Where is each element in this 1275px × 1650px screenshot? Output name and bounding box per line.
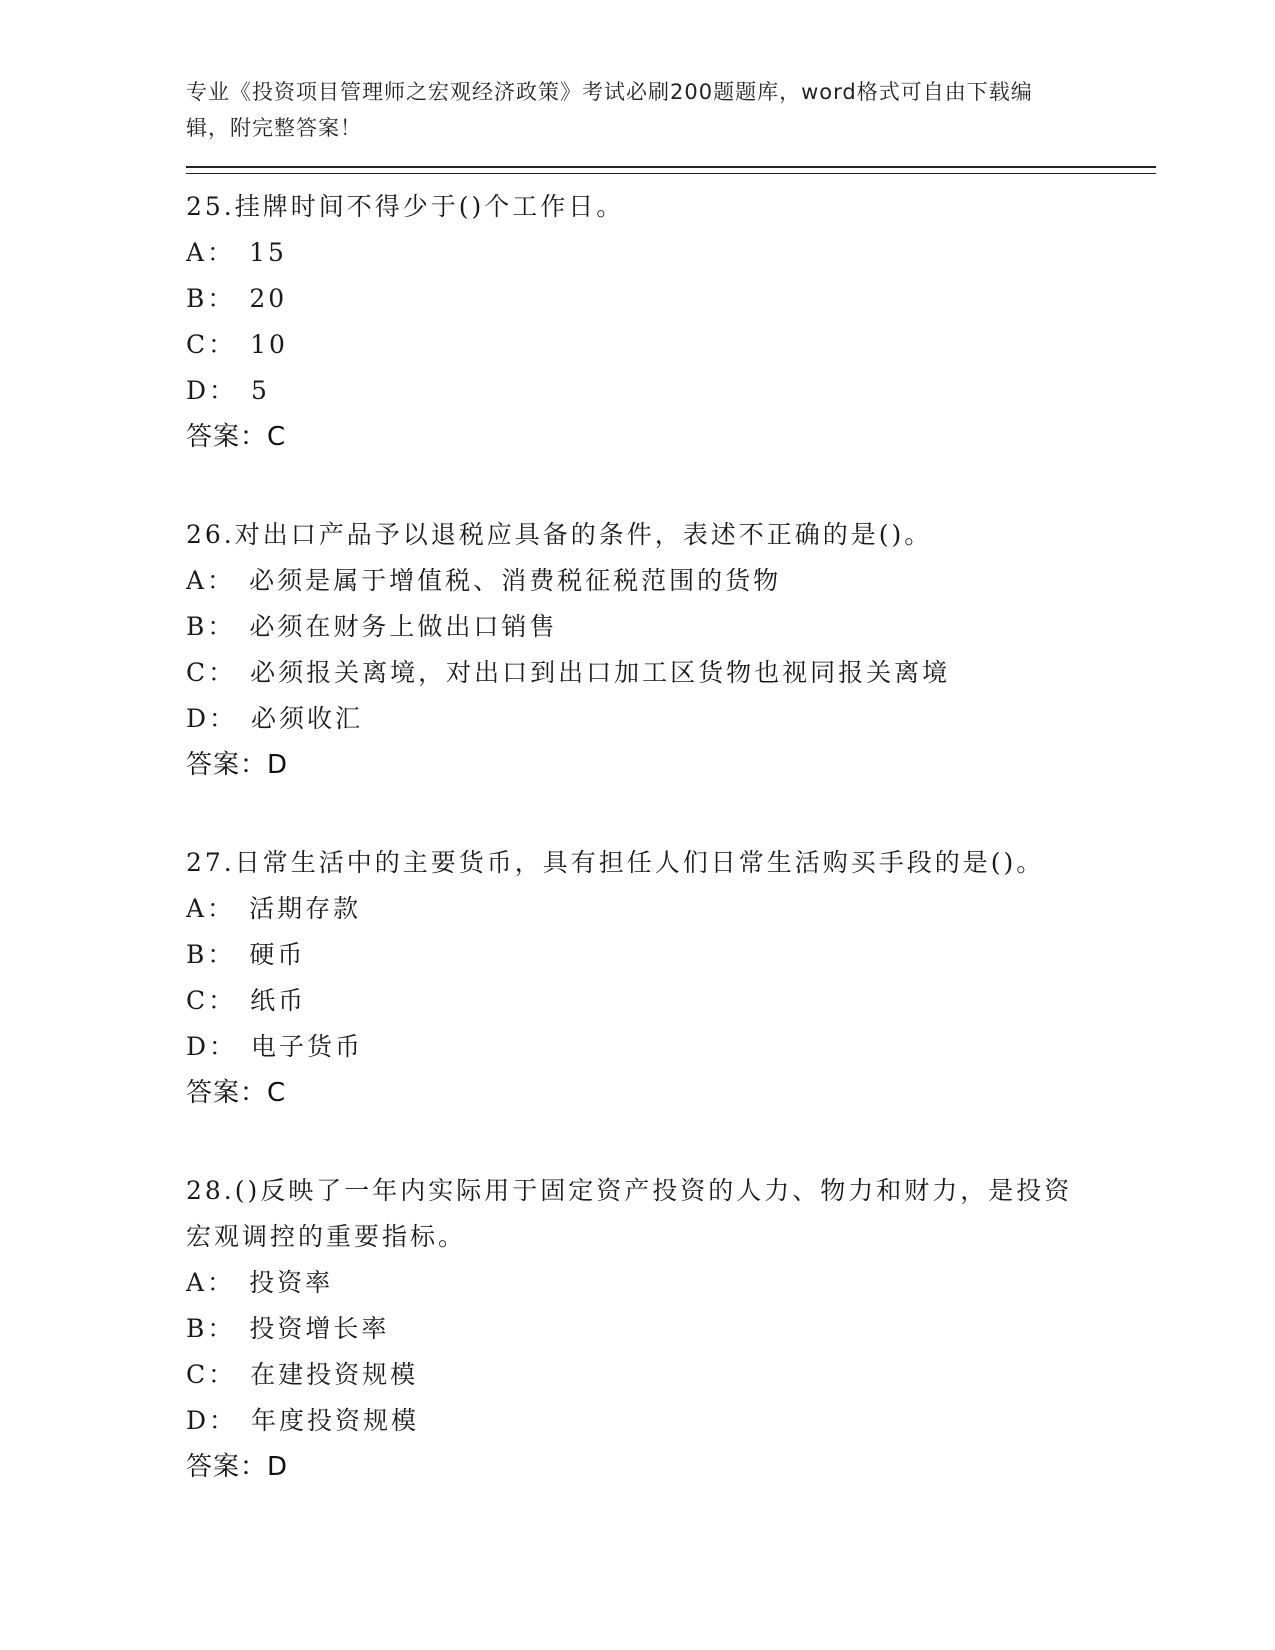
option-text: 10 <box>250 330 288 359</box>
option-text: 年度投资规模 <box>251 1406 420 1435</box>
option-b <box>186 932 1156 978</box>
option-key: D： <box>186 704 238 733</box>
option-d <box>186 696 1156 742</box>
answer-line: 答案：D <box>186 1452 289 1482</box>
option-key: B： <box>186 940 236 969</box>
option-d <box>186 368 1156 414</box>
option-key: A： <box>186 238 236 267</box>
option-text: 投资增长率 <box>249 1314 390 1343</box>
option-text: 活期存款 <box>249 894 362 923</box>
option-b <box>186 1306 1156 1352</box>
option-c <box>186 978 1156 1024</box>
option-c <box>186 322 1156 368</box>
option-key: C： <box>186 658 237 687</box>
document-page <box>186 74 1156 1490</box>
option-d <box>186 1398 1156 1444</box>
answer-line: 答案：C <box>186 422 287 452</box>
option-key: A： <box>186 894 236 923</box>
option-a <box>186 1260 1156 1306</box>
option-key: C： <box>186 1360 237 1389</box>
answer-line: 答案：D <box>186 750 289 780</box>
option-key: D： <box>186 376 238 405</box>
option-key: D： <box>186 1406 238 1435</box>
option-key: A： <box>186 1268 236 1297</box>
option-key: A： <box>186 566 236 595</box>
question-stem: 25.挂牌时间不得少于()个工作日。 <box>186 192 625 221</box>
option-key: B： <box>186 284 236 313</box>
option-text: 必须收汇 <box>251 704 364 733</box>
option-d <box>186 1024 1156 1070</box>
option-text: 投资率 <box>249 1268 334 1297</box>
option-text: 5 <box>251 376 270 405</box>
option-text: 15 <box>249 238 287 267</box>
answer-line: 答案：C <box>186 1078 287 1108</box>
option-key: C： <box>186 330 237 359</box>
option-key: C： <box>186 986 237 1015</box>
question-25 <box>186 184 1156 460</box>
document-header: 专业《投资项目管理师之宏观经济政策》考试必刷200题题库，word格式可自由下载编辑，附完整答案！ <box>186 80 1033 140</box>
header-divider <box>186 166 1156 174</box>
option-text: 硬币 <box>249 940 306 969</box>
question-27 <box>186 840 1156 1116</box>
option-text: 必须是属于增值税、消费税征税范围的货物 <box>249 566 782 595</box>
option-key: B： <box>186 612 236 641</box>
option-text: 20 <box>249 284 288 313</box>
option-a <box>186 230 1156 276</box>
question-26 <box>186 512 1156 788</box>
option-c <box>186 1352 1156 1398</box>
option-key: B： <box>186 1314 236 1343</box>
option-a <box>186 558 1156 604</box>
question-stem: 28.()反映了一年内实际用于固定资产投资的人力、物力和财力，是投资宏观调控的重要指标。 <box>186 1176 1073 1251</box>
option-text: 在建投资规模 <box>250 1360 419 1389</box>
option-a <box>186 886 1156 932</box>
option-b <box>186 276 1156 322</box>
option-b <box>186 604 1156 650</box>
option-key: D： <box>186 1032 238 1061</box>
option-text: 纸币 <box>250 986 307 1015</box>
option-text: 必须在财务上做出口销售 <box>249 612 558 641</box>
question-stem: 27.日常生活中的主要货币，具有担任人们日常生活购买手段的是()。 <box>186 848 1045 877</box>
option-text: 电子货币 <box>251 1032 364 1061</box>
option-c <box>186 650 1156 696</box>
question-stem: 26.对出口产品予以退税应具备的条件，表述不正确的是()。 <box>186 520 933 549</box>
option-text: 必须报关离境，对出口到出口加工区货物也视同报关离境 <box>250 658 951 687</box>
question-28 <box>186 1168 1156 1490</box>
